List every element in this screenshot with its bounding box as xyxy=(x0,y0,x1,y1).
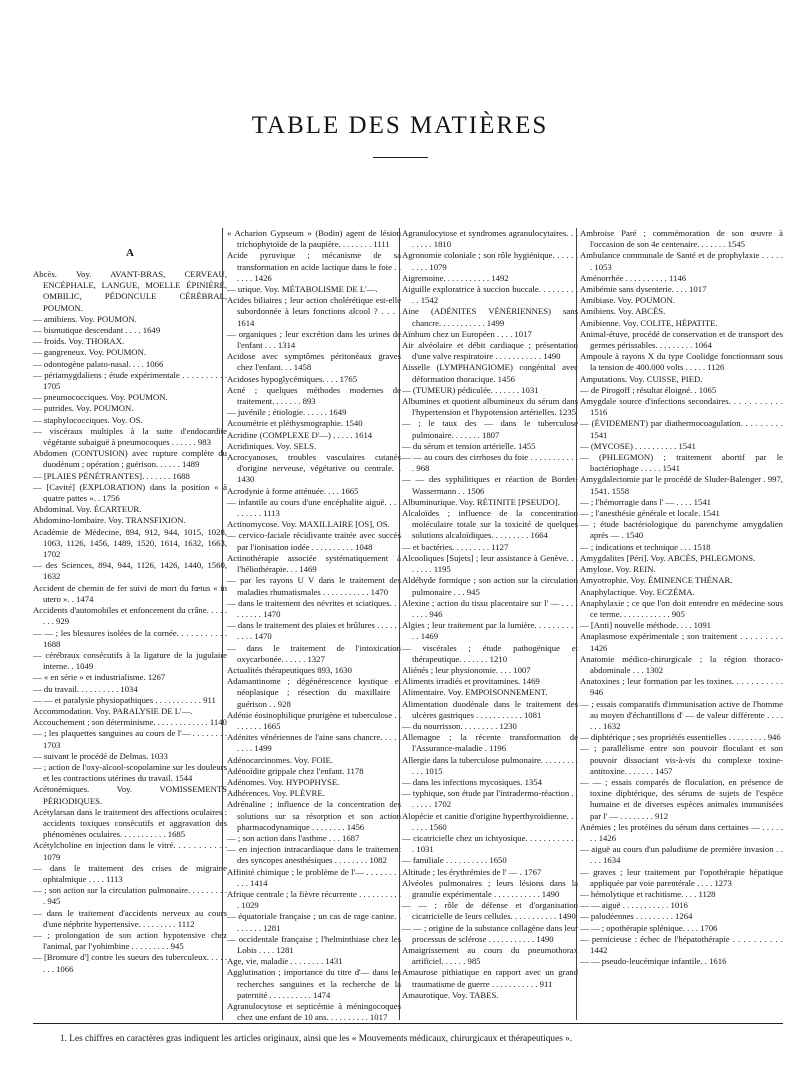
index-entry: — infantile au cours d'une encéphalite aiguë. . . . . . . . . . 1113 xyxy=(227,496,401,519)
index-entry: Acides biliaires ; leur action cholérétique est-elle subordonnée à leurs fonctions alcool ? . . . . 1614 xyxy=(227,295,401,328)
index-entry: Agranulocytose et syndromes agranulocytaires. . . . . . . . 1810 xyxy=(402,228,578,250)
index-entry: Accommodation. Voy. PARALYSIE DE L'—. xyxy=(33,705,193,716)
index-entry: Adénomes. Voy. HYPOPHYSE. xyxy=(227,776,340,787)
index-entry: Allergie dans la tuberculose pulmonaire. . . . . . . . . . . . 1015 xyxy=(402,754,578,776)
index-entry: Acide pyruvique ; mécanisme de sa transformation en acide lactique dans le foie . . . . . . 1426 xyxy=(227,250,401,283)
index-entry: Alcooliques [Sujets] ; leur assistance à Genève. . . . . . . . 1195 xyxy=(402,552,578,575)
index-entry: Amygdalites [Péri]. Voy. ABCÈS, PHLEGMONS. xyxy=(580,552,756,563)
index-entry: Amibiase. Voy. POUMON. xyxy=(580,295,675,306)
index-entry: — dans le traitement des névrites et sciatiques. . . . . . . . . 1470 xyxy=(227,597,401,619)
index-entry: Anatomie médico-chirurgicale ; la région thoraco-abdominale . . . 1302 xyxy=(580,653,783,675)
index-entry: — occidentale française ; l'helminthiase chez les Lobis . . . . 1281 xyxy=(227,933,401,955)
index-entry: — (TUMEUR) pédiculée. . . . . . . 1031 xyxy=(402,384,539,395)
index-entry: Acné ; quelques méthodes modernes de traitement. . . . . . . 893 xyxy=(227,384,401,407)
index-entry: — ; les plaquettes sanguines au cours de l'— . . . . . . . . 1703 xyxy=(33,728,227,750)
index-entry: — urique. Voy. MÉTABOLISME DE L'—. xyxy=(227,284,378,295)
index-entry: Aine (ADÉNITES VÉNÉRIENNES) sans chancre. . . . . . . . . . . 1499 xyxy=(402,306,578,328)
index-entry: — odontogène palato-nasal. . . . 1066 xyxy=(33,358,164,369)
index-entry: Adénoïdite grippale chez l'enfant. 1178 xyxy=(227,765,364,776)
index-entry: — hémolytique et rachitisme. . . . 1128 xyxy=(580,888,716,899)
index-entry: Abcès. Voy. AVANT-BRAS, CERVEAU, ENCÉPHALE, LANGUE, MOELLE ÉPINIÈRE, OMBILIC, PÉDONCULE CÉRÉBRAL, POUMON. xyxy=(33,269,227,313)
index-entry: Acidoses hypoglycémiques. . . . 1765 xyxy=(227,373,358,384)
index-entry: Algies ; leur traitement par la lumière. . . . . . . . . . . . 1469 xyxy=(402,620,578,642)
index-entry: Anaplasmose expérimentale ; son traitement . . . . . . . . . 1426 xyxy=(580,631,783,653)
index-entry: Albuminurique. Voy. RÉTINITE [PSEUDO]. xyxy=(402,496,560,507)
index-entry: Acétylcholine en injection dans le vitré. . . . . . . . . . . 1079 xyxy=(33,840,227,862)
index-entry: — — aiguë . . . . . . . . . . . 1016 xyxy=(580,900,688,911)
index-entry: Acrodynie à forme atténuée. . . . 1665 xyxy=(227,485,359,496)
index-entry: Aliénés ; leur physionomie. . . . 1007 xyxy=(402,664,531,675)
index-entry: — ; indications et technique . . . 1518 xyxy=(580,541,711,552)
index-entry: Alimentation duodénale dans le traitement des ulcères gastriques . . . . . . . . . . . 1081 xyxy=(402,698,578,720)
index-entry: — staphylococciques. Voy. OS. xyxy=(33,414,143,425)
index-entry: Aigremoine. . . . . . . . . . . 1492 xyxy=(402,272,509,283)
index-entry: Amaurose pithiatique en rapport avec un grand traumatisme de guerre . . . . . . . . . . . 911 xyxy=(402,967,578,989)
index-entry: — cicatricielle chez un ichtyosique. . . . . . . . . . . . . 1031 xyxy=(402,832,578,855)
index-entry: — paludéennes . . . . . . . . . 1264 xyxy=(580,911,693,922)
index-entry: Anatoxines ; leur formation par les toxines. . . . . . . . . . . 946 xyxy=(580,676,783,698)
index-entry: Actinothérapie associée systématiquement à l'héliothérapie. . . 1469 xyxy=(227,552,401,575)
index-entry: — des Sciences, 894, 944, 1126, 1426, 1440, 1560, 1632 xyxy=(33,560,227,582)
index-entry: Adhérences. Voy. PLÈVRE. xyxy=(227,788,325,799)
index-entry: Alimentaire. Voy. EMPOISONNEMENT. xyxy=(402,687,548,698)
index-entry: Abdomino-lombaire. Voy. TRANSFIXION. xyxy=(33,515,186,526)
index-entry: — putrides. Voy. POUMON. xyxy=(33,403,134,414)
index-entry: — cérébraux consécutifs à la ligature de la jugulaire interne. . 1049 xyxy=(33,649,227,672)
index-entry: — [PLAIES PÉNÉTRANTES]. . . . . . . 1688 xyxy=(33,470,190,481)
index-entry: Acétylarsan dans le traitement des affections oculaires : accidents toxiques consécutifs et aggravation des phénomènes oculaires. . . . . . . . . . . 1685 xyxy=(33,806,227,840)
index-entry: — du travail. . . . . . . . . . 1034 xyxy=(33,683,138,694)
index-entry: — ; prolongation de son action hypotensive chez l'animal, par l'yohimbine . . . . . . . . . 945 xyxy=(33,929,227,952)
index-entry: — cervico-faciale récidivante traitée avec succès par l'ionisation iodée . . . . . . . . . . 1048 xyxy=(227,530,401,552)
index-column-1 xyxy=(33,247,227,975)
index-entry: — (ÉVIDEMENT) par diathermocoagulation. . . . . . . . . 1541 xyxy=(580,418,783,440)
index-entry: — en injection intracardiaque dans le traitement des syncopes anesthésiques . . . . . . . . 1082 xyxy=(227,844,401,866)
index-entry: — ; son action sur la circulation pulmonaire. . . . . . . . . . 945 xyxy=(33,885,227,907)
index-entry: — et bactéries. . . . . . . . . 1127 xyxy=(402,541,509,552)
index-entry: — dans le traitement des plaies et brûlures . . . . . . . . . . 1470 xyxy=(227,620,401,642)
index-entry: — ; parallélisme entre son pouvoir floculant et son pouvoir dissociant vis-à-vis du complexe toxine-antitoxine. . . . . . . 1457 xyxy=(580,743,783,776)
index-entry: Accident de chemin de fer suivi de mort du fœtus « in utero ». . 1474 xyxy=(33,582,227,604)
index-entry: — dans les infections mycosiques. 1354 xyxy=(402,776,542,787)
index-entry: Acidose avec symptômes péritonéaux graves chez l'enfant. . . 1458 xyxy=(227,351,401,373)
index-entry: Amygdale source d'infections secondaires. . . . . . . . . . . 1516 xyxy=(580,396,783,418)
index-entry: Amibémie sans dysenterie. . . . 1017 xyxy=(580,284,707,295)
page-title: TABLE DES MATIÈRES xyxy=(251,112,549,139)
index-entry: — [Bromure d'] contre les sueurs des tuberculeux. . . . . . . . 1066 xyxy=(33,952,227,974)
index-entry: — — et paralysie physiopathiques . . . . . . . . . . . 911 xyxy=(33,694,216,705)
index-entry: — ; son action dans l'asthme . . . 1687 xyxy=(227,832,360,843)
title-rule xyxy=(373,157,428,158)
index-entry: Affinité chimique ; le problème de l'— . . . . . . . . . . . 1414 xyxy=(227,866,401,888)
index-entry: Adrénaline ; influence de la concentration des solutions sur sa résorption et son action pharmacodynamique . . . . . . . . 1456 xyxy=(227,799,401,832)
index-entry: Académie de Médecine, 894, 912, 944, 1015, 1028, 1063, 1126, 1456, 1489, 1520, 1614, 1632, 1663, 1702 xyxy=(33,526,227,560)
index-entry: Actualités thérapeutiques 893, 1630 xyxy=(227,664,352,675)
index-entry: Aiguille exploratrice à succion buccale. . . . . . . . . . . 1542 xyxy=(402,284,578,306)
index-column-2 xyxy=(227,228,401,1023)
index-entry: — — pseudo-leucémique infantile. . 1616 xyxy=(580,956,727,967)
index-entry: Aliments irradiés et provitamines. 1469 xyxy=(402,676,540,687)
index-entry: Adénocarcinomes. Voy. FOIE. xyxy=(227,754,333,765)
index-entry: — juvénile ; étiologie. . . . . . 1649 xyxy=(227,407,347,418)
index-entry: — viscéraux multiples à la suite d'endocardite végétante subaiguë à pneumocoques . . . . . . 983 xyxy=(33,425,227,448)
index-entry: Aisselle (LYMPHANGIOME) congénital avec déformation thoracique. 1456 xyxy=(402,362,578,384)
index-entry: Air alvéolaire et débit cardiaque ; présentation d'une valve respiratoire . . . . . . . . . . . 1490 xyxy=(402,340,578,362)
index-entry: Accouchement ; son déterminisme. . . . . . . . . . . . . 1140 xyxy=(33,717,227,728)
index-entry: — suivant le procédé de Delmas. 1033 xyxy=(33,750,168,761)
index-entry: Actinomycose. Voy. MAXILLAIRE [OS], OS. xyxy=(227,519,390,530)
index-entry: Amibienne. Voy. COLITE, HÉPATITE. xyxy=(580,317,718,328)
index-column-3 xyxy=(402,228,578,1001)
index-entry: — [Cavité] (EXPLORATION) dans la position « à quatre pattes ». . 1756 xyxy=(33,481,227,504)
index-entry: — — ; essais comparés de floculation, en présence de toxine diphtérique, des sérums de sujets de l'espèce humaine et de diverses espèces animales immunisées par l' — . . . . . . . . 912 xyxy=(580,776,783,821)
index-entry: — — ; les blessures isolées de la cornée. . . . . . . . . . . 1688 xyxy=(33,627,227,649)
index-entry: Acrocyanoses, troubles vasculaires cutanés d'origine nerveuse, végétative ou centrale. . 1430 xyxy=(227,452,401,485)
index-entry: — « en série » et industrialisme. 1267 xyxy=(33,672,166,683)
index-entry: — (PHLEGMON) ; traitement abortif par le bactériophage . . . . . 1541 xyxy=(580,452,783,474)
index-entry: — aiguë au cours d'un paludisme de première invasion . . . . . 1634 xyxy=(580,844,783,866)
index-entry: Agronomie coloniale ; son rôle hygiénique. . . . . . . . . . 1079 xyxy=(402,250,578,272)
index-entry: Abdomen (CONTUSION) avec rupture complète du duodénum ; opération ; guérison. . . . . . 1489 xyxy=(33,448,227,470)
index-entry: — — ; rôle de défense et d'organisation cicatricielle de leurs cellules. . . . . . . . . . . 1490 xyxy=(402,900,578,922)
index-entry: — graves ; leur traitement par l'opothérapie hépatique appliquée par voie parentérale . . . . 1273 xyxy=(580,866,783,888)
index-entry: Anémies ; les protéines du sérum dans certaines — . . . . . . . 1426 xyxy=(580,821,783,843)
index-entry: — (MYCOSE) . . . . . . . . . . 1541 xyxy=(580,440,696,451)
index-entry: Acoumétrie et pléthysmographie. 1540 xyxy=(227,418,363,429)
index-entry: — de Pirogoff ; résultat éloigné. . 1065 xyxy=(580,384,717,395)
index-entry: Amygdalectomie par le procédé de Sluder-Balenger . 997, 1541. 1558 xyxy=(580,474,783,496)
index-entry: Ambulance communale de Santé et de prophylaxie . . . . . . 1053 xyxy=(580,250,783,272)
footnote-rule xyxy=(33,1023,783,1024)
index-entry: Acridine (COMPLEXE D'—) . . . . . 1614 xyxy=(227,429,373,440)
index-entry: Amaigrissement au cours du pneumothorax artificiel. . . . . . 985 xyxy=(402,945,578,967)
index-entry: Acridiniques. Voy. SELS. xyxy=(227,440,317,451)
index-entry: Alopécie et canitie d'origine hyperthyroïdienne. . . . . . . 1560 xyxy=(402,810,578,832)
index-entry: Aïnhum chez un Européen . . . . 1017 xyxy=(402,328,532,339)
index-entry: — dans le traitement d'accidents nerveux au cours d'une néphrite hypertensive. . . . . . . . . 1112 xyxy=(33,907,227,929)
index-entry: — ; l'hémorragie dans l' — . . . . 1541 xyxy=(580,496,712,507)
index-entry: — pernicieuse : échec de l'hépatothérapie . . . . . . . . . . 1442 xyxy=(580,933,783,955)
index-entry: Alexine ; action du tissu placentaire sur l' — . . . . . . . . 946 xyxy=(402,597,578,619)
index-entry: — ; étude bactériologique du parenchyme amygdalien après — . 1540 xyxy=(580,519,783,541)
index-entry: Amylose. Voy. REIN. xyxy=(580,564,656,575)
index-entry: — du nourrisson. . . . . . . . . 1230 xyxy=(402,720,517,731)
index-entry: Abdominal. Voy. ÉCARTEUR. xyxy=(33,504,142,515)
index-column-4 xyxy=(580,228,783,967)
index-entry: Adamantinome ; dégénérescence kystique et néoplasique ; résection du maxillaire ; guérison . . 928 xyxy=(227,676,401,709)
index-entry: Ampoule à rayons X du type Coolidge fonctionnant sous la tension de 400.000 volts . . . . . 1126 xyxy=(580,351,783,373)
column-divider xyxy=(576,228,577,1020)
index-entry: — froids. Voy. THORAX. xyxy=(33,336,125,347)
index-entry: Alvéoles pulmonaires ; leurs lésions dans la granulie expérimentale . . . . . . . . . . . 1490 xyxy=(402,877,578,899)
index-entry: Aménorrhée . . . . . . . . . . 1146 xyxy=(580,272,687,283)
index-entry: — ; action de l'oxy-alcool-scopolamine sur les douleurs et les contractions utérines du travail. 1544 xyxy=(33,761,227,784)
index-entry: — diphtérique ; ses propriétés essentielles . . . . . . . . . 946 xyxy=(580,732,781,743)
index-entry: — — ; opothérapie splénique. . . . 1706 xyxy=(580,922,718,933)
index-entry: — organiques ; leur excrétion dans les urines de l'enfant . . . 1314 xyxy=(227,328,401,351)
index-entry: — dans le traitement de l'intoxication oxycarbonée. . . . . . 1327 xyxy=(227,642,401,664)
index-entry: — [Anti] nouvelle méthode. . . . 1091 xyxy=(580,620,712,631)
index-entry: — — au cours des cirrhoses du foie . . . . . . . . . . . . 968 xyxy=(402,452,578,474)
index-entry: Amaurotique. Voy. TABES. xyxy=(402,989,499,1000)
index-entry: Age, vie, maladie . . . . . . . . 1431 xyxy=(227,956,343,967)
index-entry: Animal-étuve, procédé de conservation et de transport des germes périssables. . . . . . . . . 1064 xyxy=(580,328,783,351)
index-entry: — ; le taux des — dans le tuberculose pulmonaire. . . . . . . 1807 xyxy=(402,418,578,440)
index-entry: Amibiens. Voy. ABCÈS. xyxy=(580,306,666,317)
index-entry: — bismutique descendant . . . . 1649 xyxy=(33,325,161,336)
index-entry: Amputations. Voy. CUISSE, PIED. xyxy=(580,373,703,384)
index-entry: — par les rayons U V dans le traitement des maladies rhumatismales . . . . . . . . . . . 1470 xyxy=(227,575,401,597)
index-entry: — familiale . . . . . . . . . . 1650 xyxy=(402,855,507,866)
column-divider xyxy=(222,228,223,1020)
index-entry: Anaphylaxie ; ce que l'on doit entendre en médecine sous ce terme. . . . . . . . . . . . 905 xyxy=(580,597,783,619)
index-entry: — ; essais comparatifs d'immunisation active de l'homme au moyen d'échantillons d' — de valeur différente . . . . . . . 1632 xyxy=(580,698,783,731)
index-entry: Afrique centrale ; la fièvre récurrente . . . . . . . . . . . 1029 xyxy=(227,888,401,911)
index-entry: Anaphylactique. Voy. ECZÉMA. xyxy=(580,586,695,597)
index-entry: Aldéhyde formique ; son action sur la circulation pulmonaire . . . 945 xyxy=(402,575,578,597)
index-entry: — amibiens. Voy. POUMON. xyxy=(33,313,137,324)
index-entry: — — des syphilitiques et réaction de Bordet-Wassermann . . 1506 xyxy=(402,474,578,496)
index-entry: Acétonémiques. Voy. VOMISSEMENTS PÉRIODIQUES. xyxy=(33,784,227,806)
index-entry: — pneumococciques. Voy. POUMON. xyxy=(33,392,168,403)
index-entry: Albumines et quotient albumineux du sérum dans l'hypertension et l'hypotension artérielles. 1235 xyxy=(402,396,578,418)
index-entry: — périamygdaliens ; étude expérimentale . . . . . . . . . . 1705 xyxy=(33,369,227,392)
section-letter: A xyxy=(126,247,134,259)
index-entry: Allemagne ; la récente transformation de l'Assurance-maladie . 1196 xyxy=(402,732,578,754)
index-entry: — du sérum et tension artérielle. 1455 xyxy=(402,440,536,451)
index-entry: — gangreneux. Voy. POUMON. xyxy=(33,347,147,358)
footnote: 1. Les chiffres en caractères gras indiquent les articles originaux, ainsi que les « Mouvements médicaux, chirurgicaux et thérapeutiques ». xyxy=(60,1034,573,1044)
index-entry: Altitude ; les érythrémies de l' — . 1767 xyxy=(402,866,542,877)
index-entry: — dans le traitement des crises de migraine ophtalmique . . . . 1113 xyxy=(33,862,227,884)
index-entry: Adénie éosinophilique prurigène et tuberculose . . . . . . . . 1665 xyxy=(227,709,401,731)
index-entry: Accidents d'automobiles et enfoncement du crâne. . . . . . . . 929 xyxy=(33,605,227,627)
index-entry: Agglutination ; importance du titre d'— dans les recherches sanguines et la recherche de la paternité . . . . . . . . . . 1474 xyxy=(227,967,401,1000)
index-entry: — ; l'anesthésie générale et locale. 1541 xyxy=(580,508,720,519)
index-entry: Amyotrophie. Voy. ÉMINENCE THÉNAR. xyxy=(580,575,733,586)
index-entry: Alcaloïdes ; influence de la concentration moléculaire totale sur la toxicité de quelques solutions alcaloïdiques. . . . . . . . . 1664 xyxy=(402,508,578,541)
column-divider xyxy=(399,228,400,1020)
index-entry: « Acharion Gypseum » (Bodin) agent de lésion trichophytoïde de la paupière. . . . . . . . 1111 xyxy=(227,228,401,250)
index-entry: — viscérales ; étude pathogénique et thérapeutique. . . . . . . 1210 xyxy=(402,642,578,664)
index-entry: — équatoriale française ; un cas de rage canine. . . . . . . . 1281 xyxy=(227,911,401,933)
index-entry: Adénites vénériennes de l'aine sans chancre. . . . . . . . . 1499 xyxy=(227,732,401,754)
index-entry: — — ; origine de la substance collagène dans leur processus de sclérose . . . . . . . . . . . 1490 xyxy=(402,922,578,944)
index-entry: — typhique, son étude par l'intradermo-réaction . . . . . . . 1702 xyxy=(402,788,578,810)
index-entry: Ambroise Paré ; commémoration de son œuvre à l'occasion de son 4e centenaire. . . . . . . 1545 xyxy=(580,228,783,250)
index-entry: Agranulocytose et septicémie à méningocoques chez une enfant de 10 ans. . . . . . . . . . 1017 xyxy=(227,1001,401,1023)
